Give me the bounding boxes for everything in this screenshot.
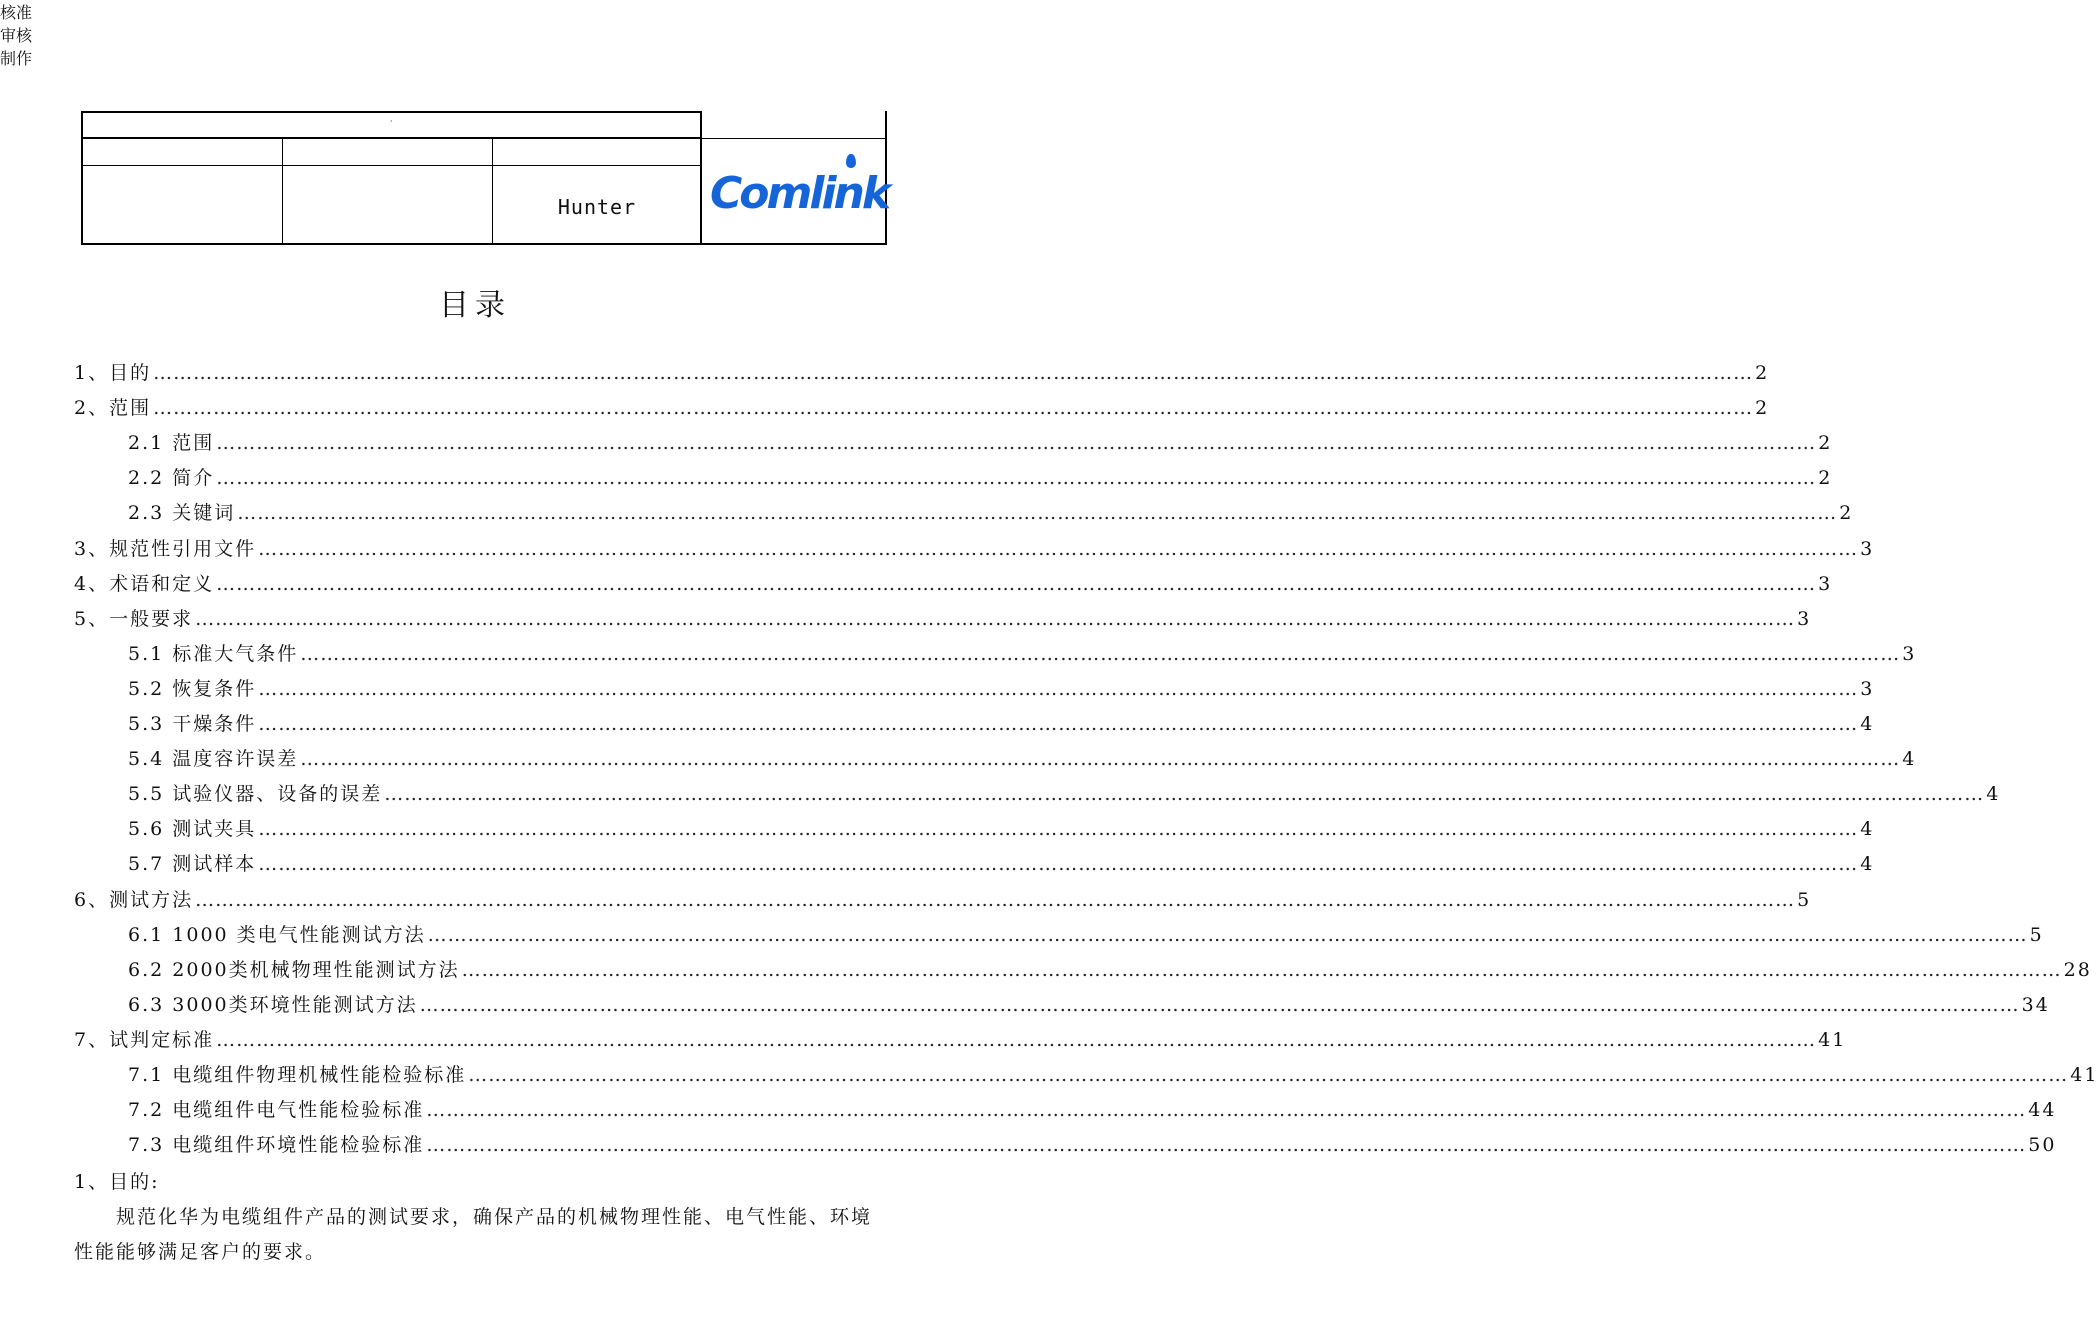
- toc-entry-number: 3、: [74, 537, 110, 560]
- toc-entry[interactable]: [128, 428, 1833, 463]
- toc-entry-label: 温度容许误差: [172, 748, 299, 771]
- logo-drop-icon: [846, 154, 856, 168]
- toc-entry-number: 5.7: [128, 853, 173, 876]
- toc-entry-page: 34: [2021, 993, 2050, 1016]
- section-body: 规范化华为电缆组件产品的测试要求，确保产品的机械物理性能、电气性能、环境性能能够满足客户的要求。: [74, 1206, 873, 1263]
- toc-entry[interactable]: [74, 885, 1812, 920]
- toc-entry-page: 2: [1755, 362, 1770, 384]
- toc-entry[interactable]: [128, 674, 1875, 709]
- toc-entry-page: 50: [2028, 1134, 2057, 1157]
- toc-leader-dots: ……………………………………………………………………………………………………………………………………………………………………………………………………………………: [216, 1028, 1817, 1051]
- toc-entry[interactable]: [128, 990, 2050, 1025]
- toc-entry[interactable]: [74, 393, 1770, 428]
- toc-entry-label: 测试夹具: [172, 818, 257, 841]
- table-border: [492, 139, 493, 244]
- toc-entry-label: 干燥条件: [172, 713, 257, 735]
- toc-entry-label: 规范性引用文件: [109, 537, 257, 560]
- toc-entry-page: 4: [1860, 713, 1875, 735]
- toc-entry-page: 4: [1860, 818, 1875, 841]
- toc-entry-number: 5、: [74, 607, 110, 630]
- toc-entry-page: 5: [1797, 888, 1812, 911]
- toc-entry[interactable]: [128, 744, 1917, 779]
- toc-entry-label: 范围: [109, 397, 152, 420]
- toc-leader-dots: ……………………………………………………………………………………………………………………………………………………………………………………………………………………: [153, 362, 1754, 384]
- toc-entry-label: 试验仪器、设备的误差: [172, 783, 383, 806]
- table-border: [81, 111, 702, 113]
- toc-entry-label: 简介: [172, 467, 215, 490]
- toc-entry[interactable]: [128, 463, 1833, 498]
- review-label: 审核: [0, 26, 33, 45]
- toc-entry[interactable]: [128, 779, 2001, 814]
- toc-entry-page: 3: [1860, 677, 1875, 700]
- toc-entry-number: 7.2: [128, 1099, 173, 1122]
- toc-entry-page: 2: [1839, 502, 1854, 525]
- toc-leader-dots: ……………………………………………………………………………………………………………………………………………………………………………………………………………………: [258, 537, 1859, 560]
- toc-entry-page: 2: [1818, 432, 1833, 455]
- toc-entry-number: 5.2: [128, 677, 173, 700]
- toc-entry[interactable]: [128, 955, 2092, 990]
- toc-leader-dots: ……………………………………………………………………………………………………………………………………………………………………………………………………………………: [468, 1064, 2069, 1086]
- header-table: [0, 0, 950, 219]
- toc-leader-dots: ……………………………………………………………………………………………………………………………………………………………………………………………………………………: [258, 853, 1859, 876]
- toc-entry[interactable]: [128, 1060, 2098, 1095]
- table-border: [702, 138, 887, 139]
- toc-leader-dots: ……………………………………………………………………………………………………………………………………………………………………………………………………………………: [427, 923, 2028, 946]
- section-heading: 1、目的:: [74, 1171, 160, 1193]
- toc-entry-page: 5: [2029, 923, 2044, 946]
- toc-entry-number: 7.1: [128, 1064, 173, 1086]
- toc-entry[interactable]: [74, 534, 1875, 569]
- table-border: [81, 111, 83, 245]
- toc-entry-page: 4: [1860, 853, 1875, 876]
- toc-entry-number: 5.1: [128, 642, 173, 665]
- toc-entry-number: 4、: [74, 572, 110, 595]
- toc-entry-number: 7.3: [128, 1134, 173, 1157]
- toc-leader-dots: ……………………………………………………………………………………………………………………………………………………………………………………………………………………: [384, 783, 1985, 806]
- table-border: [282, 139, 283, 244]
- table-border: [700, 111, 702, 245]
- toc-entry[interactable]: [128, 849, 1875, 884]
- toc-leader-dots: ……………………………………………………………………………………………………………………………………………………………………………………………………………………: [216, 432, 1817, 455]
- toc-entry-number: 2.2: [128, 467, 173, 490]
- toc-entry-page: 41: [2070, 1064, 2098, 1086]
- toc-entry-label: 一般要求: [109, 607, 194, 630]
- toc-entry-number: 5.3: [128, 713, 173, 735]
- toc-entry[interactable]: [128, 920, 2044, 955]
- toc-entry-number: 1、: [74, 362, 110, 384]
- toc-entry-page: 3: [1902, 642, 1917, 665]
- toc-leader-dots: ……………………………………………………………………………………………………………………………………………………………………………………………………………………: [195, 888, 1796, 911]
- toc-entry-number: 2、: [74, 397, 110, 420]
- toc-entry-number: 7、: [74, 1028, 110, 1051]
- page-title: 目录: [439, 288, 511, 323]
- toc-entry-label: 电缆组件物理机械性能检验标准: [172, 1064, 467, 1086]
- toc-leader-dots: ……………………………………………………………………………………………………………………………………………………………………………………………………………………: [216, 467, 1817, 490]
- toc-entry-number: 6、: [74, 888, 110, 911]
- toc-leader-dots: ……………………………………………………………………………………………………………………………………………………………………………………………………………………: [153, 397, 1754, 420]
- toc-entry-label: 术语和定义: [109, 572, 215, 595]
- toc-entry-number: 6.3: [128, 993, 173, 1016]
- toc-entry[interactable]: [128, 814, 1875, 849]
- toc-entry-number: 2.3: [128, 502, 173, 525]
- tiny-mark: ·: [390, 117, 393, 126]
- toc-entry-number: 6.2: [128, 958, 173, 981]
- toc-entry[interactable]: [128, 639, 1917, 674]
- maker-name: Hunter: [557, 195, 637, 219]
- toc-entry-page: 3: [1818, 572, 1833, 595]
- table-border: [81, 243, 887, 245]
- toc-leader-dots: ……………………………………………………………………………………………………………………………………………………………………………………………………………………: [300, 748, 1901, 771]
- toc-entry-number: 6.1: [128, 923, 173, 946]
- toc-entry[interactable]: [74, 1025, 1847, 1060]
- toc-entry[interactable]: [128, 1130, 2057, 1165]
- toc-entry-label: 测试样本: [172, 853, 257, 876]
- make-label: 制作: [0, 49, 33, 68]
- toc-leader-dots: ……………………………………………………………………………………………………………………………………………………………………………………………………………………: [426, 1134, 2027, 1157]
- toc-entry-label: 1000 类电气性能测试方法: [172, 923, 426, 946]
- toc-entry[interactable]: [128, 1095, 2057, 1130]
- toc-entry-number: 5.6: [128, 818, 173, 841]
- toc-entry-page: 3: [1797, 607, 1812, 630]
- toc-leader-dots: ……………………………………………………………………………………………………………………………………………………………………………………………………………………: [237, 502, 1838, 525]
- toc-entry-page: 3: [1860, 537, 1875, 560]
- comlink-logo: [710, 168, 889, 220]
- toc-entry-page: 28: [2063, 958, 2092, 981]
- toc-entry-number: 2.1: [128, 432, 173, 455]
- toc-leader-dots: ……………………………………………………………………………………………………………………………………………………………………………………………………………………: [258, 818, 1859, 841]
- toc-entry-label: 测试方法: [109, 888, 194, 911]
- toc-entry[interactable]: [128, 498, 1854, 533]
- toc-entry-page: 41: [1818, 1028, 1847, 1051]
- toc-entry-page: 4: [1902, 748, 1917, 771]
- toc-entry-number: 5.5: [128, 783, 173, 806]
- toc-entry-label: 试判定标准: [109, 1028, 215, 1051]
- toc-leader-dots: ……………………………………………………………………………………………………………………………………………………………………………………………………………………: [419, 993, 2020, 1016]
- table-border: [81, 165, 702, 166]
- toc-leader-dots: ……………………………………………………………………………………………………………………………………………………………………………………………………………………: [258, 713, 1859, 735]
- toc-leader-dots: ……………………………………………………………………………………………………………………………………………………………………………………………………………………: [258, 677, 1859, 700]
- toc-leader-dots: ……………………………………………………………………………………………………………………………………………………………………………………………………………………: [216, 572, 1817, 595]
- table-border: [81, 137, 702, 139]
- toc-entry-page: 4: [1986, 783, 2001, 806]
- toc-entry[interactable]: [74, 569, 1833, 604]
- toc-entry-label: 关键词: [172, 502, 236, 525]
- toc-entry-page: 2: [1755, 397, 1770, 420]
- toc-entry-number: 5.4: [128, 748, 173, 771]
- toc-entry-label: 电缆组件环境性能检验标准: [172, 1134, 425, 1157]
- toc-entry-page: 44: [2028, 1099, 2057, 1122]
- toc-entry-label: 2000类机械物理性能测试方法: [172, 958, 460, 981]
- toc-leader-dots: ……………………………………………………………………………………………………………………………………………………………………………………………………………………: [426, 1099, 2027, 1122]
- toc-leader-dots: ……………………………………………………………………………………………………………………………………………………………………………………………………………………: [195, 607, 1796, 630]
- toc-entry-label: 目的: [109, 362, 152, 384]
- toc-entry-label: 标准大气条件: [172, 642, 299, 665]
- toc-leader-dots: ……………………………………………………………………………………………………………………………………………………………………………………………………………………: [461, 958, 2062, 981]
- logo-text: Comlink: [710, 168, 889, 219]
- toc-entry[interactable]: [74, 604, 1812, 639]
- toc-entry-label: 恢复条件: [172, 677, 257, 700]
- toc-entry[interactable]: [74, 358, 1770, 393]
- approve-label: 核准: [0, 3, 33, 22]
- toc-entry-label: 范围: [172, 432, 215, 455]
- toc-entry[interactable]: [128, 709, 1875, 744]
- toc-entry-page: 2: [1818, 467, 1833, 490]
- toc-entry-label: 3000类环境性能测试方法: [172, 993, 418, 1016]
- toc-entry-label: 电缆组件电气性能检验标准: [172, 1099, 425, 1122]
- toc-leader-dots: ……………………………………………………………………………………………………………………………………………………………………………………………………………………: [300, 642, 1901, 665]
